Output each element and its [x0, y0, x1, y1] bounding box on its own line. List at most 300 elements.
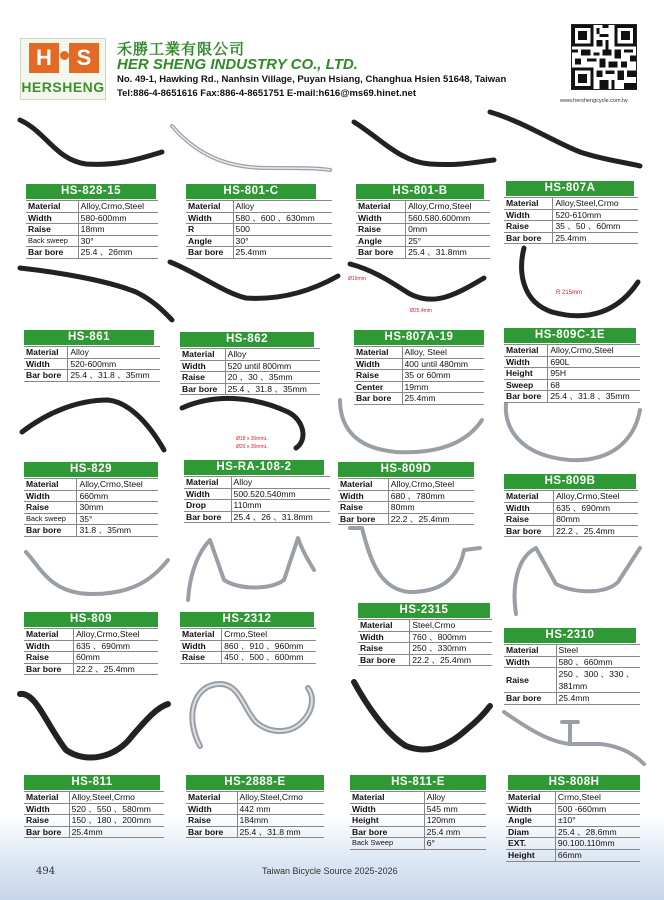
spec-row: [356, 247, 490, 259]
spec-row: [186, 792, 324, 804]
spec-value: 35 、50 、60mm: [553, 221, 638, 233]
spec-label: Bar bore: [504, 525, 554, 537]
spec-label: Width: [358, 631, 410, 643]
spec-row: [184, 500, 330, 512]
product-title: HS-2310: [504, 628, 636, 643]
spec-value: Alloy,Steel,Crmo: [553, 198, 638, 210]
hs-862-handlebar-icon: [166, 254, 342, 330]
product-title: HS-861: [24, 330, 154, 345]
spec-label: Material: [24, 629, 74, 641]
spec-table: [24, 791, 164, 838]
spec-label: Material: [504, 345, 548, 357]
spec-value: 30mm: [77, 502, 158, 514]
spec-label: Raise: [504, 514, 554, 526]
product-title: HS-807A: [506, 181, 634, 196]
product-title: HS-809B: [504, 474, 636, 489]
hs-801-c-handlebar-icon: [168, 116, 334, 178]
spec-row: [504, 345, 640, 357]
spec-row: [184, 511, 330, 523]
spec-value: 25.4mm: [69, 826, 164, 838]
spec-row: [180, 640, 316, 652]
spec-label: Width: [506, 803, 555, 815]
spec-label: Sweep: [504, 379, 548, 391]
spec-row: [504, 525, 638, 537]
spec-value: Alloy,Steel,Crmo: [237, 792, 324, 804]
spec-row: [506, 826, 640, 838]
spec-value: 18mm: [78, 224, 158, 236]
company-logo: [20, 38, 106, 100]
company-website: www.hershengcycle.com.tw: [560, 98, 628, 104]
hs-809b-handlebar-icon: [506, 538, 648, 618]
spec-label: Angle: [506, 815, 555, 827]
spec-label: Material: [24, 792, 69, 804]
spec-value: 25.4 、31.8 、35mm: [225, 383, 320, 395]
spec-row: [24, 640, 158, 652]
spec-value: Steel: [556, 645, 640, 657]
spec-row: [354, 370, 484, 382]
spec-row: [504, 514, 638, 526]
spec-label: Bar bore: [338, 513, 388, 525]
spec-row: [350, 792, 486, 804]
spec-value: 90.100.110mm: [555, 838, 640, 850]
spec-label: Material: [180, 349, 225, 361]
spec-value: 860 、910 、960mm: [222, 640, 316, 652]
spec-value: 545 mm: [424, 803, 486, 815]
spec-row: [504, 356, 640, 368]
spec-table: [506, 791, 640, 862]
spec-label: Material: [354, 347, 402, 359]
spec-value: Alloy: [231, 477, 330, 489]
product-title: HS-809D: [338, 462, 474, 477]
hs-808h-handlebar-icon: [500, 700, 648, 772]
hs-811-e-handlebar-icon: [346, 674, 496, 766]
spec-row: [354, 358, 484, 370]
spec-row: [186, 247, 332, 259]
spec-value: 442 mm: [237, 803, 324, 815]
spec-row: [350, 826, 486, 838]
spec-label: Material: [26, 201, 78, 213]
spec-row: [186, 235, 332, 247]
hs-2888-e-handlebar-icon: [180, 676, 330, 768]
spec-value: Alloy, Steel: [402, 347, 484, 359]
spec-label: Raise: [24, 815, 69, 827]
spec-value: 95H: [548, 368, 640, 380]
spec-table: [26, 200, 158, 259]
spec-label: Raise: [356, 224, 406, 236]
spec-label: Bar bore: [24, 663, 74, 675]
spec-value: 520-610mm: [553, 209, 638, 221]
company-address: No. 49-1, Hawking Rd., Nanhsin Village, Puyan Hsiang, Changhua Hsien 51648, Taiwan: [117, 74, 507, 85]
spec-row: [354, 347, 484, 359]
spec-value: 25.4mm: [233, 247, 332, 259]
spec-value: 25.4 、31.8 、35mm: [68, 370, 160, 382]
spec-row: [24, 358, 160, 370]
spec-row: [24, 652, 158, 664]
spec-row: [26, 224, 158, 236]
logo-wordmark: HERSHENG: [21, 79, 105, 95]
spec-row: [354, 381, 484, 393]
spec-row: [24, 803, 164, 815]
logo-letter-s: S: [69, 43, 99, 73]
spec-value: 66mm: [555, 849, 640, 861]
spec-label: Material: [356, 201, 406, 213]
spec-row: [504, 368, 640, 380]
product-title: HS-808H: [508, 775, 640, 790]
spec-label: Material: [504, 645, 556, 657]
spec-value: Alloy,Crmo,Steel: [388, 479, 474, 491]
spec-row: [504, 502, 638, 514]
spec-value: 6°: [424, 838, 486, 850]
spec-row: [186, 224, 332, 236]
spec-row: [24, 502, 158, 514]
spec-label: Height: [350, 815, 424, 827]
spec-label: Back Sweep: [350, 838, 424, 850]
spec-label: R: [186, 224, 233, 236]
spec-value: 25.4 、26mm: [78, 247, 158, 259]
spec-table: [24, 346, 160, 382]
spec-row: [180, 360, 320, 372]
spec-table: [186, 791, 324, 838]
hs-2312-handlebar-icon: [180, 530, 320, 606]
spec-table: [504, 644, 640, 705]
spec-row: [26, 235, 158, 247]
spec-value: 580-600mm: [78, 212, 158, 224]
spec-row: [24, 525, 158, 537]
spec-row: [186, 815, 324, 827]
spec-value: 68: [548, 379, 640, 391]
product-title: HS-862: [180, 332, 314, 347]
spec-table: [354, 346, 484, 405]
spec-row: [358, 643, 492, 655]
spec-value: 25.4 、28.6mm: [555, 826, 640, 838]
spec-value: Alloy,Crmo,Steel: [77, 479, 158, 491]
spec-label: Width: [24, 640, 74, 652]
spec-value: Steel,Crmo: [410, 620, 492, 632]
spec-value: 20 、30 、35mm: [225, 372, 320, 384]
spec-label: Angle: [186, 235, 233, 247]
spec-row: [186, 212, 332, 224]
spec-value: 660mm: [77, 490, 158, 502]
spec-label: Bar bore: [24, 370, 68, 382]
spec-row: [506, 815, 640, 827]
spec-row: [506, 792, 640, 804]
spec-label: Bar bore: [504, 693, 556, 705]
spec-value: 580 、660mm: [556, 656, 640, 668]
spec-label: Height: [506, 849, 555, 861]
spec-row: [358, 620, 492, 632]
spec-value: 19mm: [402, 381, 484, 393]
spec-value: ±10°: [555, 815, 640, 827]
hs-2315-handlebar-icon: [340, 520, 490, 606]
spec-value: 60mm: [74, 652, 158, 664]
product-title: HS-829: [24, 462, 158, 477]
spec-label: Material: [506, 792, 555, 804]
spec-row: [184, 477, 330, 489]
spec-value: 520 、550 、580mm: [69, 803, 164, 815]
spec-row: [180, 372, 320, 384]
spec-value: 25.4mm: [402, 393, 484, 405]
spec-row: [338, 479, 474, 491]
spec-row: [504, 232, 638, 244]
product-title: HS-2312: [180, 612, 314, 627]
spec-value: Crmo,Steel: [222, 629, 316, 641]
spec-value: Alloy,Crmo,Steel: [78, 201, 158, 213]
spec-row: [180, 629, 316, 641]
spec-value: Alloy,Steel,Crmo: [69, 792, 164, 804]
spec-value: 635 、690mm: [554, 502, 638, 514]
spec-label: Width: [504, 656, 556, 668]
spec-row: [504, 645, 640, 657]
product-title: HS-811: [24, 775, 160, 790]
spec-label: Raise: [504, 668, 556, 693]
spec-table: [24, 628, 158, 675]
spec-table: [504, 197, 638, 244]
dimension-label: Ø19mm: [348, 276, 366, 282]
spec-table: [358, 619, 492, 666]
spec-label: Raise: [338, 502, 388, 514]
spec-value: Alloy: [225, 349, 320, 361]
spec-label: Material: [338, 479, 388, 491]
spec-label: Raise: [504, 221, 553, 233]
spec-table: [180, 348, 320, 395]
page-number: 494: [36, 866, 56, 877]
spec-value: 520 until 800mm: [225, 360, 320, 372]
spec-value: 80mm: [388, 502, 474, 514]
spec-value: 25.4 、26 、31.8mm: [231, 511, 330, 523]
spec-value: 520-600mm: [68, 358, 160, 370]
spec-row: [506, 849, 640, 861]
spec-row: [358, 631, 492, 643]
hs-801-b-handlebar-icon: [350, 112, 498, 182]
spec-label: Bar bore: [24, 826, 69, 838]
spec-table: [504, 490, 638, 537]
product-title: HS-828-15: [26, 184, 156, 199]
spec-table: [180, 628, 316, 664]
spec-value: 25.4 mm: [424, 826, 486, 838]
spec-row: [358, 654, 492, 666]
spec-label: Bar bore: [186, 247, 233, 259]
spec-row: [350, 803, 486, 815]
spec-value: 25.4mm: [556, 693, 640, 705]
spec-label: Bar bore: [354, 393, 402, 405]
spec-label: Width: [356, 212, 406, 224]
spec-table: [356, 200, 490, 259]
spec-label: Center: [354, 381, 402, 393]
spec-label: Bar bore: [504, 391, 548, 403]
spec-value: Alloy: [233, 201, 332, 213]
product-title: HS-2888-E: [186, 775, 324, 790]
spec-label: Raise: [180, 372, 225, 384]
spec-row: [180, 652, 316, 664]
spec-label: Width: [26, 212, 78, 224]
spec-label: Width: [504, 356, 548, 368]
spec-value: 120mm: [424, 815, 486, 827]
hs-807a-handlebar-icon: [484, 104, 644, 176]
spec-label: Material: [504, 198, 553, 210]
spec-label: Material: [186, 201, 233, 213]
spec-label: Diam: [506, 826, 555, 838]
product-title: HS-2315: [358, 603, 490, 618]
spec-label: Bar bore: [180, 383, 225, 395]
spec-value: 450 、500 、600mm: [222, 652, 316, 664]
product-title: HS-809: [24, 612, 158, 627]
spec-row: [356, 201, 490, 213]
spec-table: [186, 200, 332, 259]
product-title: HS-807A-19: [354, 330, 484, 345]
spec-table: [338, 478, 474, 525]
spec-row: [186, 201, 332, 213]
spec-row: [504, 668, 640, 693]
spec-label: Raise: [24, 502, 77, 514]
spec-value: 35 or 60mm: [402, 370, 484, 382]
logo-dot: [60, 51, 69, 60]
spec-label: Width: [350, 803, 424, 815]
spec-row: [356, 212, 490, 224]
spec-row: [504, 209, 638, 221]
spec-value: 400 until 480mm: [402, 358, 484, 370]
spec-row: [338, 490, 474, 502]
spec-label: Raise: [358, 643, 410, 655]
spec-label: Drop: [184, 500, 231, 512]
hs-809-handlebar-icon: [22, 540, 172, 606]
spec-label: Material: [350, 792, 424, 804]
company-contact: Tel:886-4-8651616 Fax:886-4-8651751 E-mail:h616@ms69.hinet.net: [117, 88, 416, 99]
spec-label: Bar bore: [504, 232, 553, 244]
spec-row: [338, 502, 474, 514]
spec-label: Bar bore: [26, 247, 78, 259]
company-name-chinese: 禾勝工業有限公司: [117, 41, 246, 58]
spec-table: [504, 344, 640, 403]
spec-value: 0mm: [406, 224, 490, 236]
spec-label: Material: [184, 477, 231, 489]
dimension-label: Ø20 x 30mmL: [236, 444, 268, 450]
spec-row: [186, 826, 324, 838]
spec-label: Width: [184, 488, 231, 500]
spec-label: Width: [24, 358, 68, 370]
spec-value: 690L: [548, 356, 640, 368]
spec-value: Alloy: [424, 792, 486, 804]
spec-row: [26, 247, 158, 259]
hs-828-15-handlebar-icon: [16, 112, 166, 184]
spec-row: [186, 803, 324, 815]
spec-row: [356, 235, 490, 247]
spec-value: Alloy,Crmo,Steel: [74, 629, 158, 641]
spec-value: 184mm: [237, 815, 324, 827]
spec-value: 25.4 、31.8mm: [406, 247, 490, 259]
spec-value: Alloy,Crmo,Steel: [554, 491, 638, 503]
spec-table: [184, 476, 330, 523]
product-title: HS-RA-108-2: [184, 460, 324, 475]
hs-809c-1e-handlebar-icon: [500, 398, 646, 470]
spec-label: Back sweep: [26, 235, 78, 247]
spec-row: [504, 198, 638, 210]
spec-label: Material: [504, 491, 554, 503]
spec-row: [24, 370, 160, 382]
spec-row: [354, 393, 484, 405]
spec-value: Crmo,Steel: [555, 792, 640, 804]
product-title: HS-801-B: [356, 184, 484, 199]
spec-row: [24, 347, 160, 359]
spec-value: 35°: [77, 513, 158, 525]
spec-label: Bar bore: [184, 511, 231, 523]
spec-label: Angle: [356, 235, 406, 247]
spec-row: [184, 488, 330, 500]
spec-row: [504, 391, 640, 403]
spec-row: [350, 838, 486, 850]
spec-row: [504, 491, 638, 503]
spec-value: 110mm: [231, 500, 330, 512]
spec-label: Height: [504, 368, 548, 380]
hs-811-handlebar-icon: [16, 684, 172, 768]
spec-label: Material: [24, 347, 68, 359]
spec-row: [24, 513, 158, 525]
dimension-label: Ø25.4mm: [410, 308, 432, 314]
spec-label: Material: [186, 792, 237, 804]
spec-value: 680 、780mm: [388, 490, 474, 502]
spec-row: [506, 838, 640, 850]
spec-value: 25.4mm: [553, 232, 638, 244]
spec-row: [24, 815, 164, 827]
spec-label: Raise: [180, 652, 222, 664]
spec-row: [24, 792, 164, 804]
spec-label: Bar bore: [186, 826, 237, 838]
spec-label: EXT.: [506, 838, 555, 850]
spec-label: Back sweep: [24, 513, 77, 525]
spec-row: [504, 656, 640, 668]
spec-value: 25.4 、31.8 mm: [237, 826, 324, 838]
spec-row: [350, 815, 486, 827]
spec-label: Raise: [186, 815, 237, 827]
logo-letter-h: H: [29, 43, 59, 73]
spec-value: 250 、300 、330 、381mm: [556, 668, 640, 693]
publication-title: Taiwan Bicycle Source 2025-2026: [262, 866, 398, 876]
spec-value: 31.8 、35mm: [77, 525, 158, 537]
spec-table: [350, 791, 486, 850]
spec-label: Bar bore: [358, 654, 410, 666]
spec-label: Raise: [354, 370, 402, 382]
dimension-label: Ø18 x 30mmL: [236, 436, 268, 442]
spec-value: 760 、800mm: [410, 631, 492, 643]
hs-807a-curved-handlebar-icon: [508, 242, 644, 326]
spec-value: Alloy: [68, 347, 160, 359]
spec-label: Width: [24, 803, 69, 815]
hs-861-handlebar-icon: [16, 262, 176, 326]
spec-label: Bar bore: [350, 826, 424, 838]
spec-label: Material: [180, 629, 222, 641]
spec-value: 22.2 、25.4mm: [388, 513, 474, 525]
spec-row: [26, 201, 158, 213]
spec-row: [24, 826, 164, 838]
spec-row: [24, 479, 158, 491]
spec-value: 635 、690mm: [74, 640, 158, 652]
spec-value: 25°: [406, 235, 490, 247]
spec-label: Width: [186, 803, 237, 815]
spec-row: [180, 349, 320, 361]
spec-label: Bar bore: [356, 247, 406, 259]
spec-value: 80mm: [554, 514, 638, 526]
product-title: HS-801-C: [186, 184, 316, 199]
spec-row: [24, 663, 158, 675]
spec-label: Width: [186, 212, 233, 224]
spec-label: Material: [358, 620, 410, 632]
spec-row: [338, 513, 474, 525]
spec-value: 560.580.600mm: [406, 212, 490, 224]
spec-value: 30°: [78, 235, 158, 247]
spec-label: Raise: [26, 224, 78, 236]
spec-label: Width: [504, 209, 553, 221]
spec-label: Width: [180, 360, 225, 372]
spec-value: 22.2 、25.4mm: [554, 525, 638, 537]
